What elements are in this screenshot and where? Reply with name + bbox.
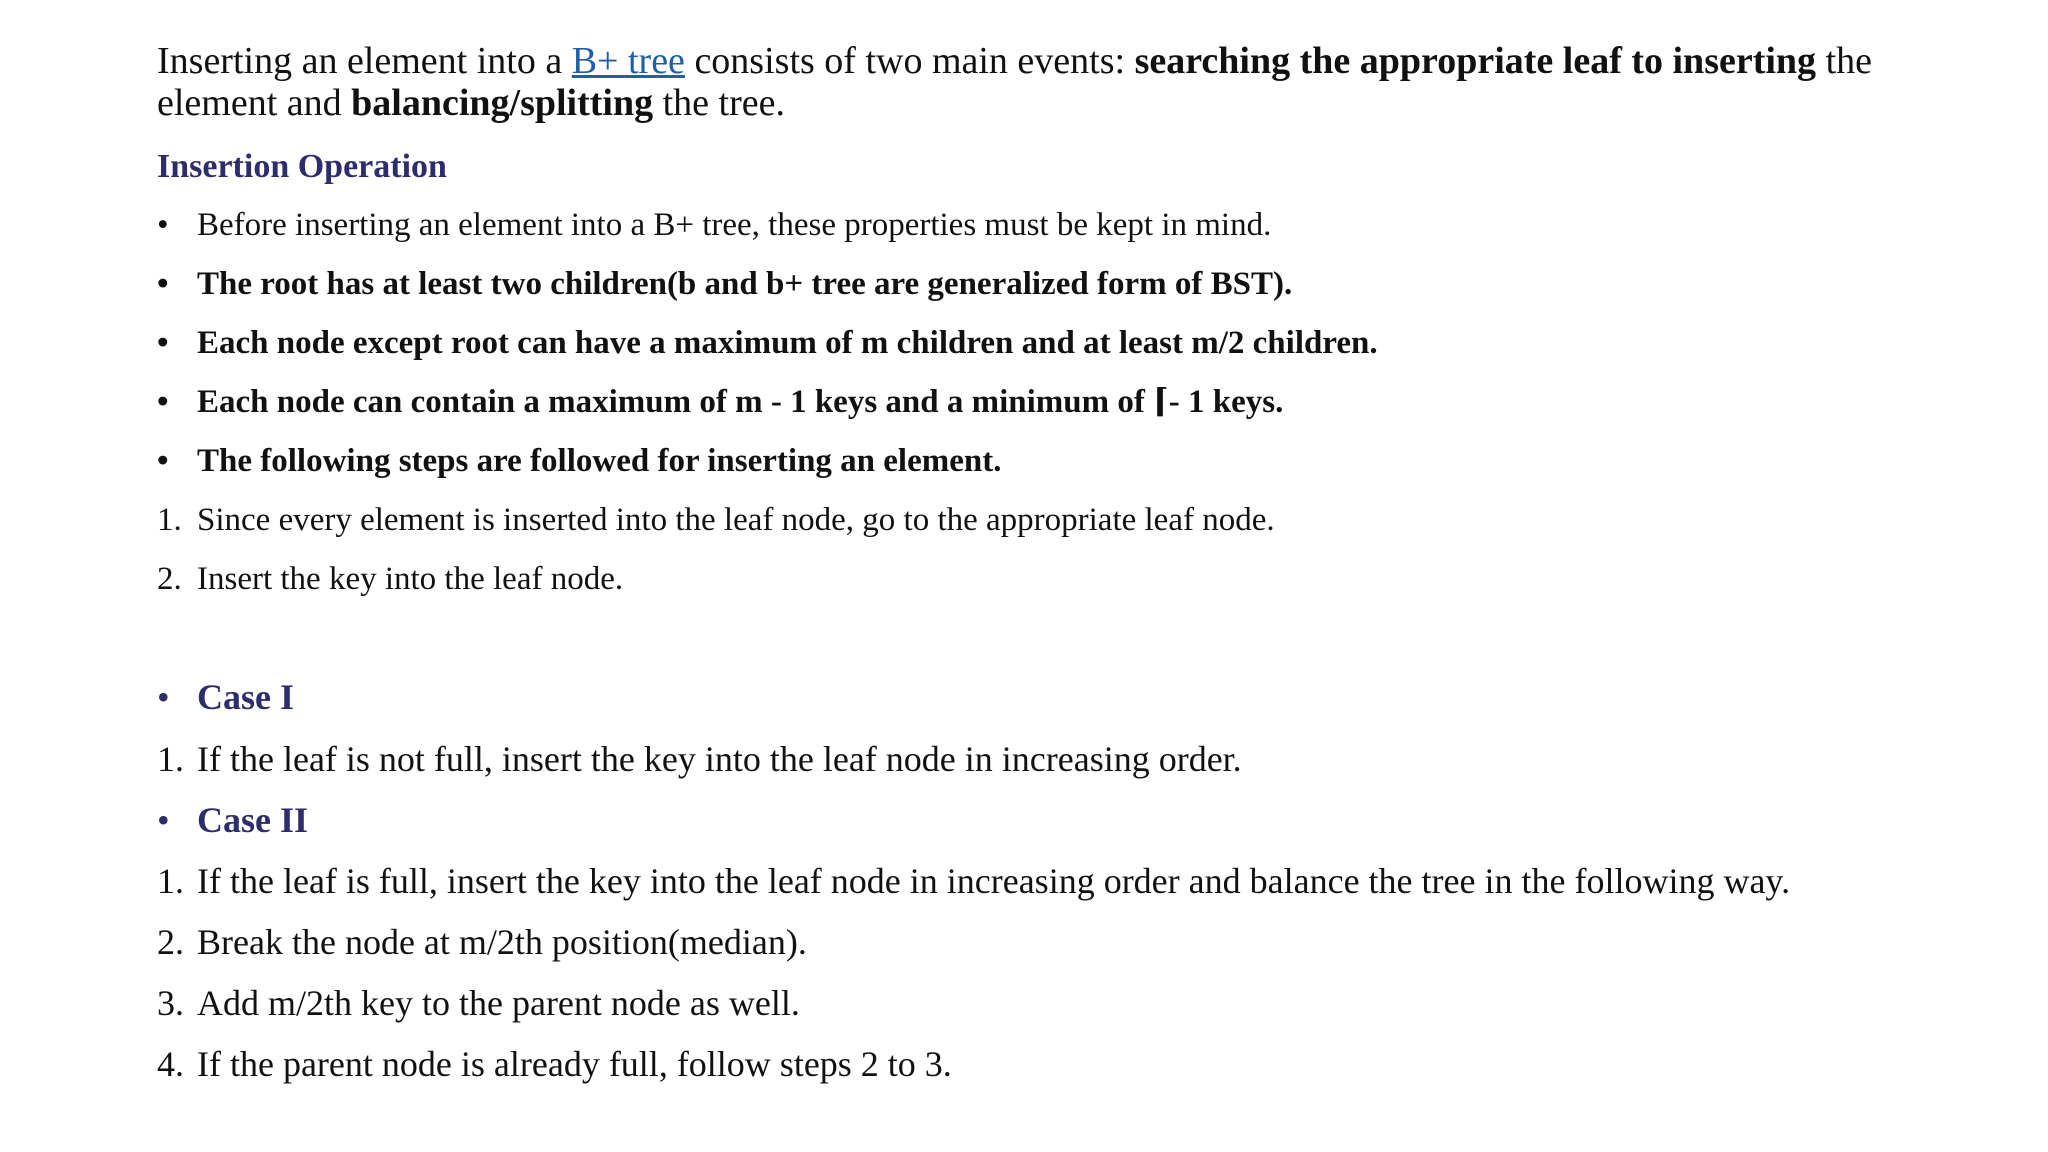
case-1-step: [157, 739, 1242, 779]
bullet-marker: •: [157, 207, 169, 243]
intro-text-2: consists of two main events:: [684, 40, 1135, 82]
property-item: [157, 441, 1001, 481]
case-1-heading: [157, 677, 294, 717]
step-text: If the leaf is not full, insert the key into the leaf node in increasing order.: [197, 739, 1242, 779]
property-item: [157, 382, 1283, 422]
b-plus-tree-link[interactable]: B+ tree: [571, 40, 685, 82]
case-2-heading: [157, 800, 308, 840]
step-number: 4.: [157, 1044, 184, 1084]
step-number: 1.: [157, 502, 182, 538]
step-text: If the parent node is already full, follow steps 2 to 3.: [197, 1044, 952, 1084]
step-number: 2.: [157, 922, 184, 962]
bullet-marker: •: [157, 677, 170, 717]
property-item: [157, 323, 1378, 363]
intro-text-1: Inserting an element into a: [157, 40, 572, 82]
step-number: 3.: [157, 983, 184, 1023]
bullet-marker: •: [157, 443, 169, 479]
step-text: Break the node at m/2th position(median).: [197, 922, 807, 962]
intro-paragraph: [157, 40, 1977, 124]
property-text: The following steps are followed for inserting an element.: [197, 443, 1002, 479]
intro-bold-balancing: balancing/splitting: [351, 82, 654, 124]
step-number: 2.: [157, 561, 182, 597]
property-text: The root has at least two children(b and b+ tree are generalized form of BST).: [197, 266, 1293, 302]
step-text: Since every element is inserted into the leaf node, go to the appropriate leaf node.: [197, 502, 1275, 538]
step-item: [157, 559, 623, 599]
slide-content: [157, 40, 1977, 1084]
property-text: Before inserting an element into a B+ tree, these properties must be kept in mind.: [197, 207, 1272, 243]
property-text: Each node except root can have a maximum of m children and at least m/2 children.: [197, 325, 1378, 361]
bullet-marker: •: [157, 800, 170, 840]
bullet-marker: •: [157, 384, 169, 420]
intro-bold-searching: searching the appropriate leaf to inserting: [1134, 40, 1817, 82]
property-item: [157, 205, 1271, 245]
case-2-step: [157, 861, 1790, 901]
case-2-step: [157, 922, 807, 962]
case-1-title: Case I: [197, 677, 294, 717]
bullet-marker: •: [157, 325, 169, 361]
step-number: 1.: [157, 861, 184, 901]
property-text: Each node can contain a maximum of m - 1 keys and a minimum of ⌈- 1 keys.: [197, 384, 1284, 420]
section-heading: Insertion Operation: [157, 148, 447, 185]
case-2-step: [157, 983, 800, 1023]
step-text: If the leaf is full, insert the key into the leaf node in increasing order and balance the tree in the following way.: [197, 861, 1791, 901]
intro-text-4: the tree.: [653, 82, 785, 124]
property-item: [157, 264, 1292, 304]
step-text: Insert the key into the leaf node.: [197, 561, 624, 597]
bullet-marker: •: [157, 266, 169, 302]
case-2-step: [157, 1044, 952, 1084]
case-2-title: Case II: [197, 800, 309, 840]
step-text: Add m/2th key to the parent node as well.: [197, 983, 800, 1023]
step-item: [157, 500, 1275, 540]
intro-text-3: the element and: [157, 40, 1872, 124]
step-number: 1.: [157, 739, 184, 779]
